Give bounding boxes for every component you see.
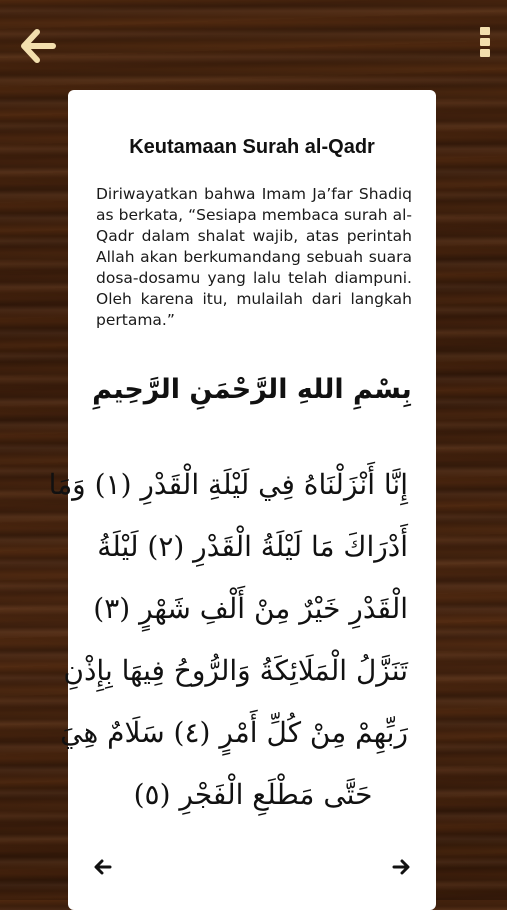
ayah-line: الْقَدْرِ خَيْرٌ مِنْ أَلْفِ شَهْرٍ (٣) xyxy=(93,592,408,625)
arrow-right-icon xyxy=(392,859,410,875)
arrow-left-icon xyxy=(94,859,112,875)
top-bar xyxy=(0,0,507,90)
arrow-left-icon xyxy=(20,29,56,63)
overflow-menu-button[interactable] xyxy=(470,22,500,62)
kebab-menu-icon xyxy=(479,25,491,59)
content-card xyxy=(48,90,436,910)
ayah-line: إِنَّا أَنْزَلْنَاهُ فِي لَيْلَةِ الْقَدْرِ (١) وَمَا xyxy=(48,468,408,501)
previous-page-button[interactable] xyxy=(88,852,118,882)
ayah-line: تَنَزَّلُ الْمَلَائِكَةُ وَالرُّوحُ فِيهَا بِإِذْنِ xyxy=(63,654,408,687)
surah-text xyxy=(48,454,408,826)
next-page-button[interactable] xyxy=(386,852,416,882)
virtue-paragraph: Diriwayatkan bahwa Imam Ja’far Shadiq as berkata, “Sesiapa membaca surah al-Qadr dalam shalat wajib, atas perintah Allah akan berkumandang sebuah suara dosa-dosamu yang lalu telah diampuni. Oleh karena itu, mulailah dari langkah pertama.” xyxy=(96,185,412,329)
ayah-line: رَبِّهِمْ مِنْ كُلِّ أَمْرٍ (٤) سَلَامٌ هِيَ xyxy=(60,716,408,749)
back-button[interactable] xyxy=(18,26,58,66)
ayah-line: حَتَّى مَطْلَعِ الْفَجْرِ (٥) xyxy=(133,778,373,811)
page-title: Keutamaan Surah al-Qadr xyxy=(129,136,375,158)
bismillah-text: بِسْمِ اللهِ الرَّحْمَنِ الرَّحِيمِ xyxy=(92,374,412,405)
ayah-line: أَدْرَاكَ مَا لَيْلَةُ الْقَدْرِ (٢) لَيْلَةُ xyxy=(97,530,408,563)
